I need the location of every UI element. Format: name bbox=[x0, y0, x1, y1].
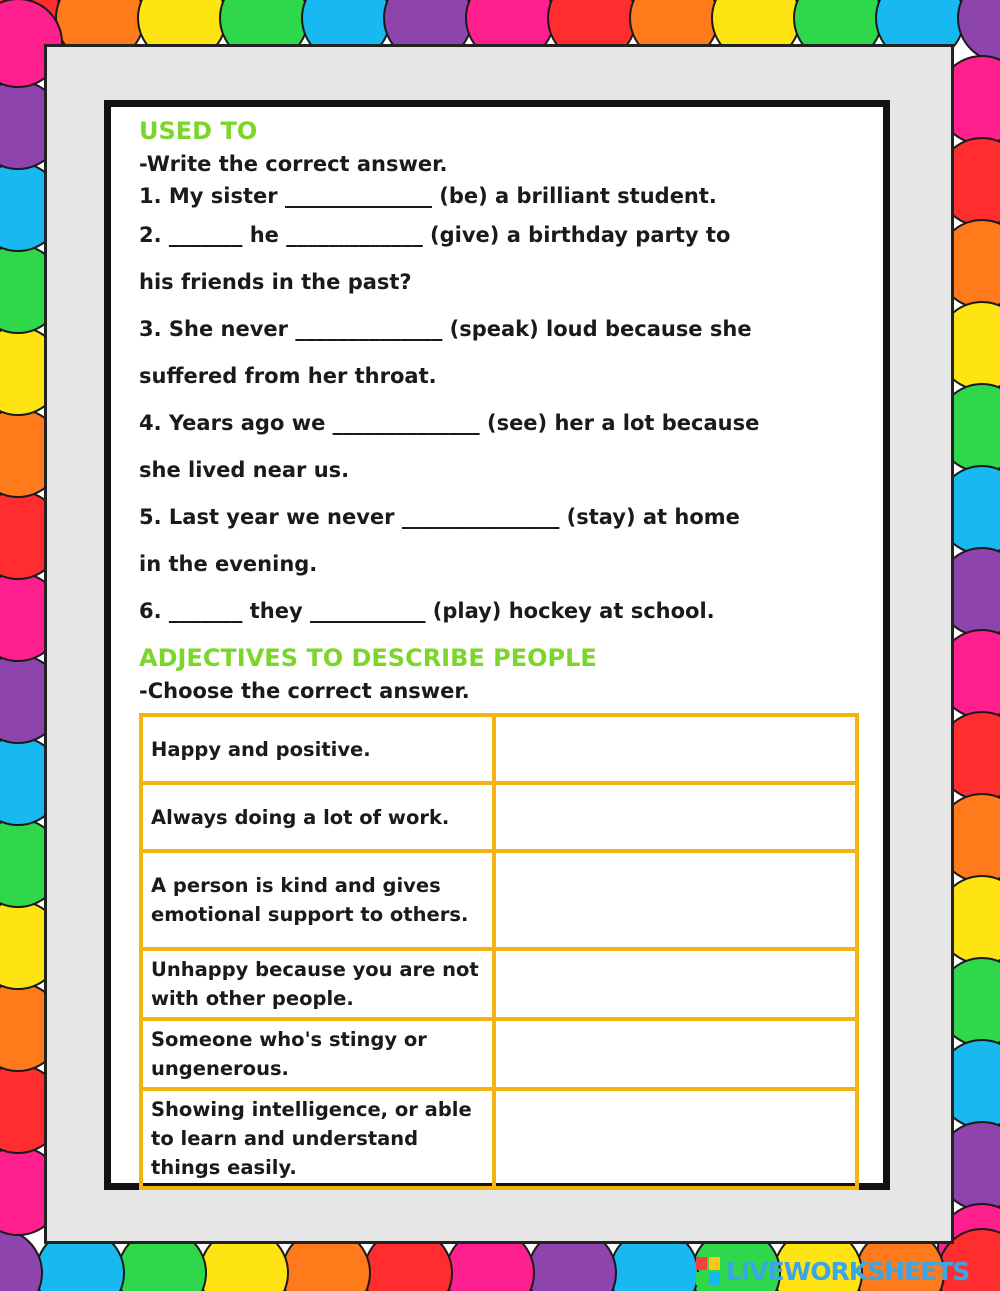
table-row bbox=[141, 949, 857, 1019]
question-line: 3. She never ______________ (speak) loud because she bbox=[139, 317, 752, 341]
question-line: his friends in the past? bbox=[139, 270, 412, 294]
description-cell: Showing intelligence, or able to learn and understand things easily. bbox=[141, 1089, 494, 1188]
description-cell: Happy and positive. bbox=[141, 715, 494, 783]
table-row bbox=[141, 1089, 857, 1188]
description-cell: Someone who's stingy or ungenerous. bbox=[141, 1019, 494, 1089]
section-title-adjectives: ADJECTIVES TO DESCRIBE PEOPLE bbox=[139, 644, 597, 672]
table-row bbox=[141, 715, 857, 783]
scallop-circle bbox=[958, 0, 1000, 62]
instruction-choose: -Choose the correct answer. bbox=[139, 679, 470, 703]
table-row bbox=[141, 783, 857, 851]
description-cell: Always doing a lot of work. bbox=[141, 783, 494, 851]
liveworksheets-logo-icon bbox=[696, 1257, 720, 1285]
question-line: suffered from her throat. bbox=[139, 364, 437, 388]
answer-dropdown[interactable] bbox=[494, 851, 857, 949]
answer-dropdown[interactable] bbox=[494, 1019, 857, 1089]
liveworksheets-brand[interactable] bbox=[696, 1254, 996, 1288]
question-line: 4. Years ago we ______________ (see) her a lot because bbox=[139, 411, 760, 435]
question-line: 1. My sister ______________ (be) a brilliant student. bbox=[139, 184, 717, 208]
description-cell: Unhappy because you are not with other people. bbox=[141, 949, 494, 1019]
worksheet-content bbox=[139, 114, 859, 1190]
table-row bbox=[141, 1019, 857, 1089]
question-line: 5. Last year we never _______________ (stay) at home bbox=[139, 505, 740, 529]
question-line: 2. _______ he _____________ (give) a birthday party to bbox=[139, 223, 731, 247]
description-cell: A person is kind and gives emotional support to others. bbox=[141, 851, 494, 949]
answer-dropdown[interactable] bbox=[494, 783, 857, 851]
answer-dropdown[interactable] bbox=[494, 715, 857, 783]
question-line: she lived near us. bbox=[139, 458, 350, 482]
section-title-used-to: USED TO bbox=[139, 117, 258, 145]
adjectives-table bbox=[139, 713, 859, 1190]
table-row bbox=[141, 851, 857, 949]
answer-dropdown[interactable] bbox=[494, 1089, 857, 1188]
scallop-circle bbox=[0, 1229, 42, 1291]
instruction-write: -Write the correct answer. bbox=[139, 152, 448, 176]
question-line: in the evening. bbox=[139, 552, 318, 576]
brand-name: LIVEWORKSHEETS bbox=[726, 1256, 970, 1286]
question-line: 6. _______ they ___________ (play) hockey at school. bbox=[139, 599, 715, 623]
answer-dropdown[interactable] bbox=[494, 949, 857, 1019]
